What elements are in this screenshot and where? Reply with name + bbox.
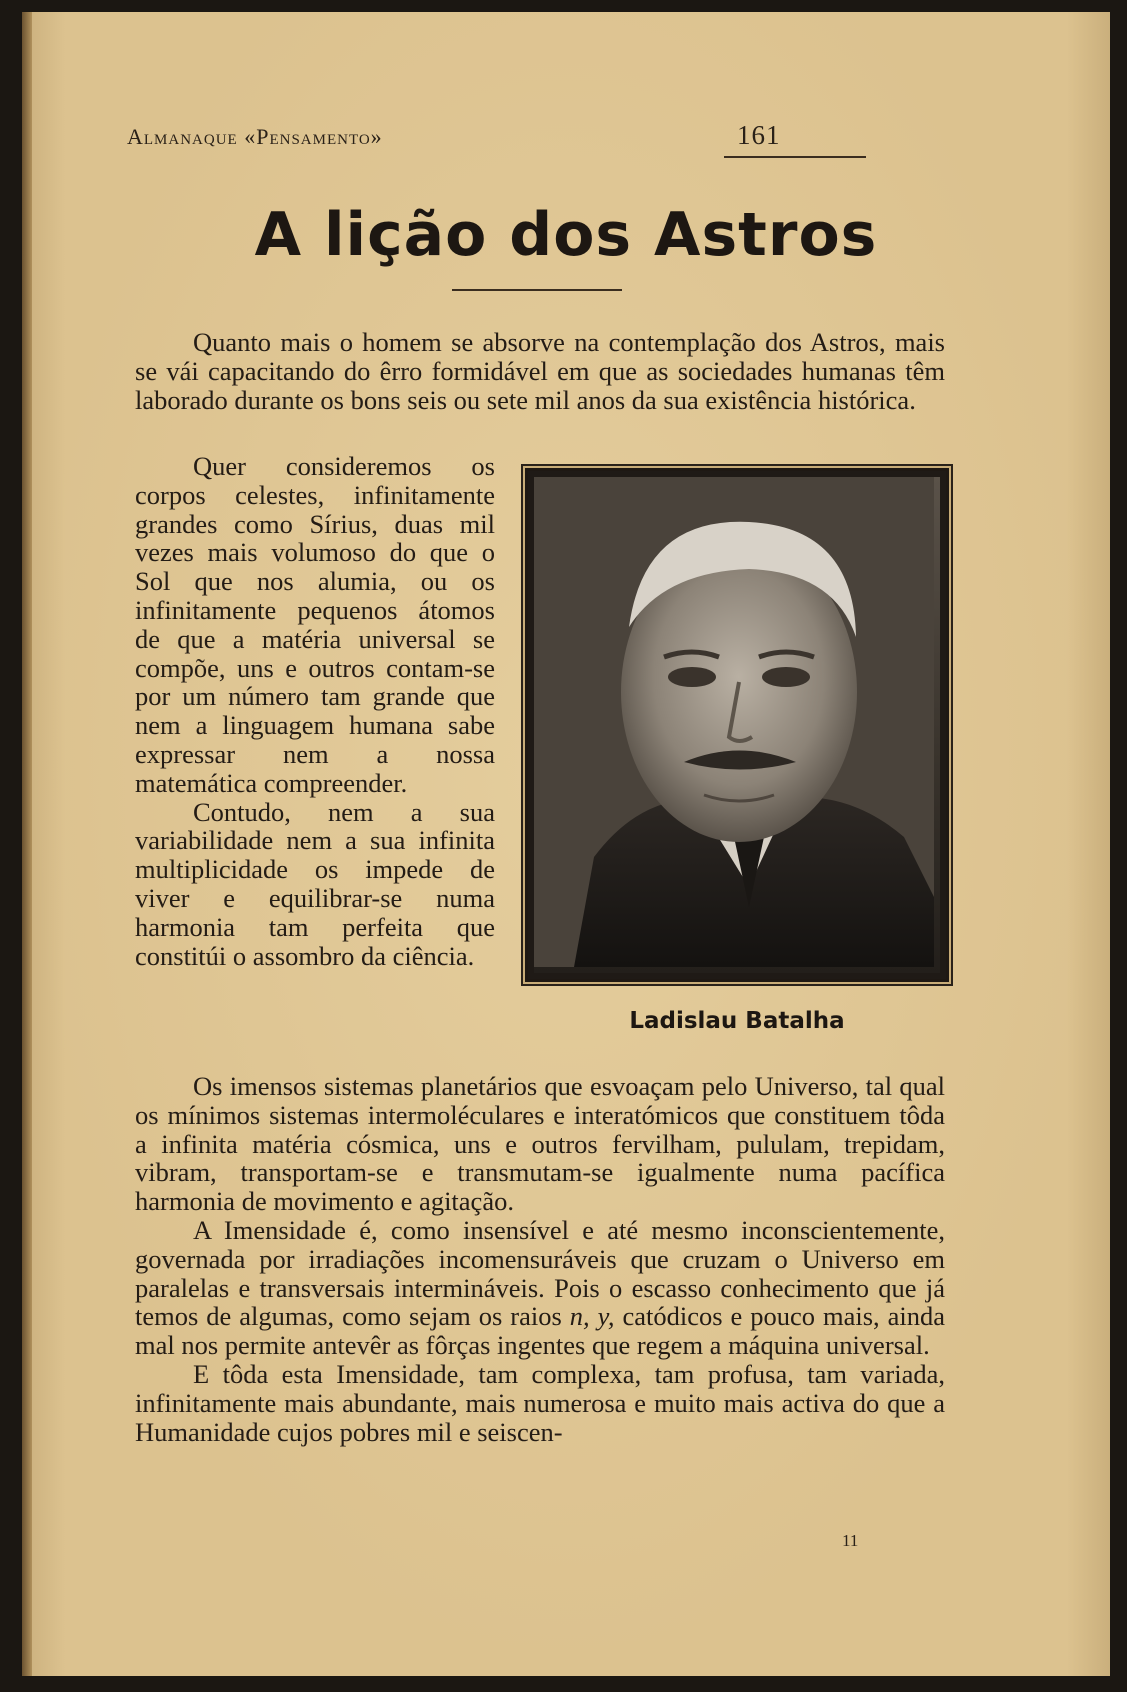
paragraph-5-start: A Imensidade é, como insensível e até mesmo inconscientemente, governada por irradiações incomensuráveis que cruzam o Universo em paralelas e transversais intermináveis. Pois o escasso conhecimento que já temos de algumas, como sejam os raios [135,1214,945,1332]
paragraph-6: E tôda esta Imensidade, tam complexa, tam profusa, tam variada, infinitamente mais abundante, mais numerosa e muito mais activa do que a Humanidade cujos pobres mil e seiscen- [135,1358,945,1447]
running-head [127,116,892,156]
title-divider [452,289,622,291]
page-number: 161 [737,120,781,150]
portrait-caption: Ladislau Batalha [629,1008,845,1034]
article-title: A lição dos Astros [254,200,878,270]
paragraph-4: Os imensos sistemas planetários que esvoaçam pelo Universo, tal qual os mínimos sistemas intermoléculares e interatómicos que constituem tôda a infinita matéria cósmica, uns e outros fervilham, pululam, trepidam, vibram, transportam-se e transmutam-se igualmente numa pacífica harmonia de movimento e agitação. [135,1071,945,1217]
publication-title: Almanaque «Pensamento» [127,124,383,149]
paragraph-2: Quer consideremos os corpos celestes, infinitamente grandes como Sírius, duas mil vezes mais volumoso do que o Sol que nos alumia, ou os infinitamente pequenos átomos de que a matéria universal se compõe, uns e outros contam-se por um número tam grande que nem a linguagem humana sabe expressar nem a nossa matemática compreender. [135,451,495,798]
paragraph-1: Quanto mais o homem se absorve na contemplação dos Astros, mais se vái capacitando do êrro formidável em que as sociedades humanas têm laborado durante os bons seis ou sete mil anos da sua existência histórica. [135,327,945,415]
narrow-column-text [135,452,495,970]
paragraph-5-end: catódicos e pouco mais, ainda mal nos permite antevêr as fôrças ingentes que regem a máquina universal. [135,1301,945,1361]
portrait-photo [534,477,940,973]
page-number-rule [724,156,866,158]
intro-text [135,328,945,414]
printer-signature: 11 [842,1531,859,1550]
paragraph-3: Contudo, nem a sua variabilidade nem a sua infinita multiplicidade os impede de viver e equilibrar-se numa harmonia tam perfeita que constitúi o assombro da ciência. [135,796,495,971]
paragraph-5-italic: n, y, [569,1301,615,1332]
paragraph-5 [135,1216,945,1360]
portrait-illustration [534,477,934,967]
book-page [22,12,1110,1676]
main-text [135,1072,945,1446]
portrait-frame [525,468,949,982]
